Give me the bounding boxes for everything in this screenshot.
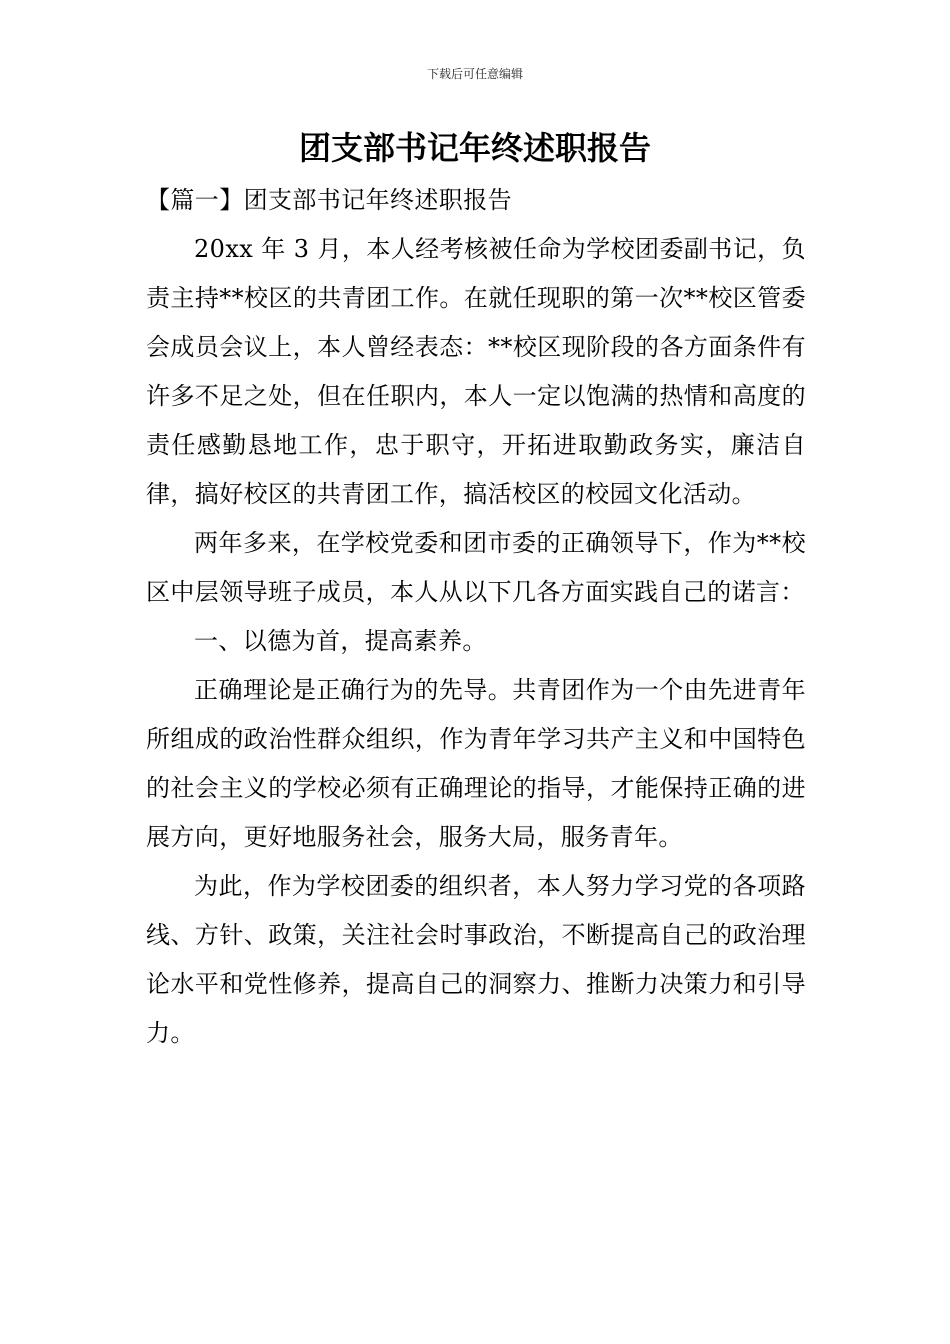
paragraph-2: 两年多来，在学校党委和团市委的正确领导下，作为**校区中层领导班子成员，本人从以下几各方面实践自己的诺言： — [146, 529, 806, 606]
paragraph-3: 一、以德为首，提高素养。 — [194, 627, 487, 655]
document-title: 团支部书记年终述职报告 — [298, 129, 651, 167]
paragraph-1: 20xx 年 3 月，本人经考核被任命为学校团委副书记，负责主持**校区的共青团工作。在就任现职的第一次**校区管委会成员会议上，本人曾经表态：**校区现阶段的各方面条件有许多不足之处，但在任职内，本人一定以饱满的热情和高度的责任感勤恳地工作，忠于职守，开拓进取勤政务实，廉洁自律，搞好校区的共青团工作，搞活校区的校园文化活动。 — [146, 235, 806, 508]
paragraph-5: 为此，作为学校团委的组织者，本人努力学习党的各项路线、方针、政策，关注社会时事政治，不断提高自己的政治理论水平和党性修养，提高自己的洞察力、推断力决策力和引导力。 — [146, 872, 806, 1047]
header-note: 下载后可任意编辑 — [426, 67, 523, 81]
document-body — [146, 176, 806, 1058]
paragraph-4: 正确理论是正确行为的先导。共青团作为一个由先进青年所组成的政治性群众组织，作为青年学习共产主义和中国特色的社会主义的学校必须有正确理论的指导，才能保持正确的进展方向，更好地服务社会，服务大局，服务青年。 — [146, 676, 806, 851]
section-heading: 【篇一】团支部书记年终述职报告 — [146, 186, 512, 214]
